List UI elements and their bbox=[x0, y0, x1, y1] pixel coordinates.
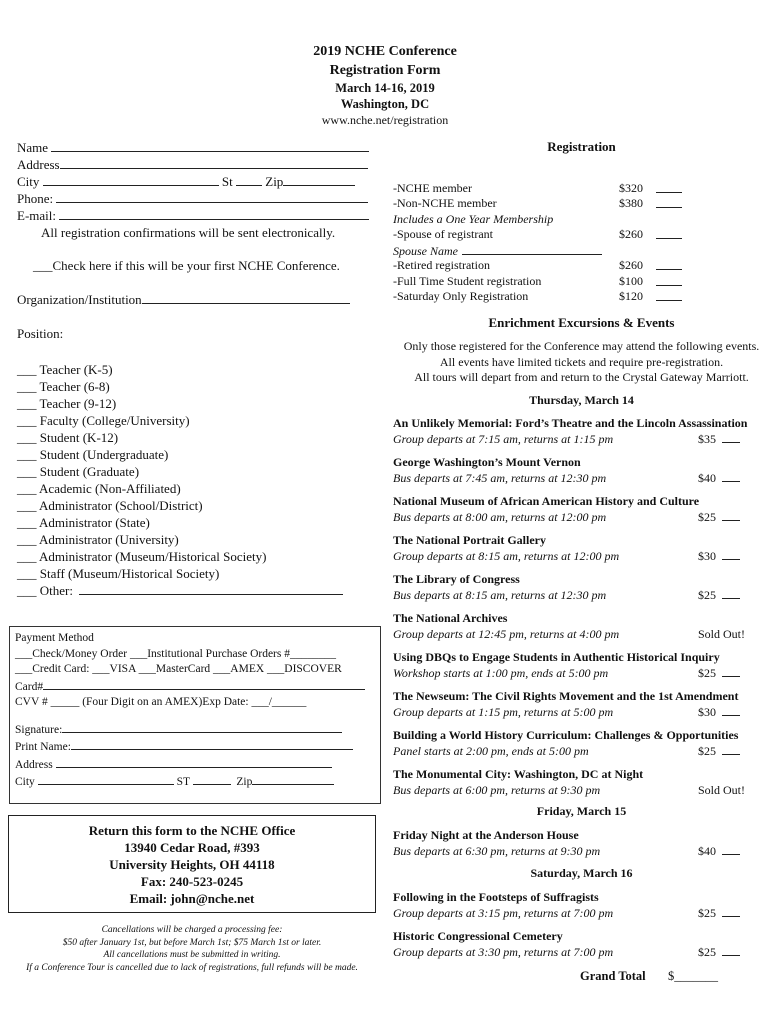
event-price: $35 bbox=[698, 432, 716, 446]
card-label: Card# bbox=[15, 680, 44, 693]
registration-option[interactable] bbox=[393, 274, 753, 290]
event-item bbox=[393, 766, 750, 798]
position-option[interactable]: ___ Faculty (College/University) bbox=[17, 413, 190, 428]
payment-title: Payment Method bbox=[15, 632, 94, 644]
first-conference-check[interactable]: ___Check here if this will be your first NCHE Conference. bbox=[33, 258, 340, 273]
city-state-zip-field[interactable] bbox=[17, 173, 377, 190]
event-price: $25 bbox=[698, 945, 716, 959]
registration-price: $100 bbox=[619, 274, 643, 288]
spouse-name-blank[interactable] bbox=[462, 243, 602, 255]
event-title: The Monumental City: Washington, DC at Night bbox=[393, 767, 644, 781]
event-schedule: Group departs at 3:30 pm, returns at 7:00 pm bbox=[393, 945, 614, 959]
event-item bbox=[393, 454, 750, 486]
conference-dates: March 14-16, 2019 bbox=[335, 81, 435, 95]
event-price: $25 bbox=[698, 666, 716, 680]
event-item bbox=[393, 727, 750, 759]
event-price-area[interactable] bbox=[698, 665, 740, 681]
payment-city-label: City bbox=[15, 776, 35, 788]
event-price-area[interactable] bbox=[698, 944, 740, 960]
return-fax: Fax: 240-523-0245 bbox=[140, 874, 244, 889]
name-field[interactable] bbox=[17, 139, 377, 156]
event-item bbox=[393, 571, 750, 603]
confirmation-note: All registration confirmations will be sent electronically. bbox=[41, 225, 336, 240]
registration-option-label: Spouse Name bbox=[393, 244, 458, 258]
event-title: George Washington’s Mount Vernon bbox=[393, 455, 581, 469]
payment-address-field[interactable] bbox=[15, 756, 377, 774]
return-email[interactable]: Email: john@nche.net bbox=[129, 891, 255, 906]
contact-fields bbox=[17, 139, 377, 342]
organization-field[interactable] bbox=[17, 291, 377, 308]
event-schedule: Group departs at 7:15 am, returns at 1:15 pm bbox=[393, 432, 614, 446]
zip-label: Zip bbox=[265, 174, 284, 189]
event-qty-blank[interactable] bbox=[722, 549, 740, 560]
event-price-area[interactable] bbox=[698, 704, 740, 720]
position-option[interactable]: ___ Teacher (K-5) bbox=[17, 362, 113, 377]
event-item bbox=[393, 928, 750, 960]
signature-label: Signature: bbox=[15, 723, 63, 736]
event-price: Sold Out! bbox=[698, 627, 746, 641]
event-price-area[interactable] bbox=[698, 843, 740, 859]
event-price-area[interactable] bbox=[698, 743, 740, 759]
position-option[interactable]: ___ Student (Undergraduate) bbox=[17, 447, 169, 462]
payment-zip-label: Zip bbox=[236, 776, 253, 788]
print-name-label: Print Name: bbox=[15, 741, 71, 753]
event-price: $25 bbox=[698, 510, 716, 524]
event-price: $25 bbox=[698, 906, 716, 920]
position-option[interactable]: ___ Staff (Museum/Historical Society) bbox=[17, 566, 220, 581]
return-line-3: University Heights, OH 44118 bbox=[109, 857, 275, 872]
position-option[interactable]: ___ Administrator (School/District) bbox=[17, 498, 203, 513]
city-label: City bbox=[17, 174, 40, 189]
event-title: The Newseum: The Civil Rights Movement and the 1st Amendment bbox=[393, 689, 739, 703]
registration-option-label: -Full Time Student registration bbox=[393, 274, 542, 288]
registration-qty-blank[interactable] bbox=[656, 258, 682, 270]
event-price-area[interactable] bbox=[698, 470, 740, 486]
event-title: Building a World History Curriculum: Challenges & Opportunities bbox=[393, 728, 739, 742]
event-item bbox=[393, 688, 750, 720]
event-title: Using DBQs to Engage Students in Authentic Historical Inquiry bbox=[393, 650, 720, 664]
registration-price: $380 bbox=[619, 196, 643, 210]
name-label: Name bbox=[17, 140, 49, 155]
registration-qty-blank[interactable] bbox=[656, 196, 682, 208]
event-schedule: Panel starts at 2:00 pm, ends at 5:00 pm bbox=[393, 744, 589, 758]
grand-total-label: Grand Total bbox=[580, 969, 646, 983]
event-item bbox=[393, 493, 750, 525]
day-friday: Friday, March 15 bbox=[536, 804, 627, 818]
organization-label: Organization/Institution bbox=[17, 292, 142, 307]
registration-price: $320 bbox=[619, 181, 643, 195]
email-label: E-mail: bbox=[17, 208, 56, 223]
cancel-line: Cancellations will be charged a processing fee: bbox=[101, 925, 283, 935]
event-price-area bbox=[698, 782, 745, 798]
position-option[interactable]: ___ Administrator (Museum/Historical Society) bbox=[17, 549, 267, 564]
position-option[interactable]: ___ Student (K-12) bbox=[17, 430, 119, 445]
event-schedule: Bus departs at 8:15 am, returns at 12:30 pm bbox=[393, 588, 607, 602]
event-qty-blank[interactable] bbox=[722, 844, 740, 855]
registration-option-label: Includes a One Year Membership bbox=[393, 212, 554, 226]
registration-option[interactable] bbox=[393, 181, 753, 197]
event-title: Friday Night at the Anderson House bbox=[393, 828, 579, 842]
registration-price: $260 bbox=[619, 227, 643, 241]
position-label: Position: bbox=[17, 326, 64, 341]
event-title: The National Archives bbox=[393, 611, 508, 625]
event-schedule: Bus departs at 6:30 pm, returns at 9:30 pm bbox=[393, 844, 601, 858]
event-item bbox=[393, 889, 750, 921]
event-price: Sold Out! bbox=[698, 783, 746, 797]
registration-option[interactable] bbox=[393, 258, 753, 274]
payment-city-field[interactable] bbox=[15, 773, 377, 791]
event-qty-blank[interactable] bbox=[722, 945, 740, 956]
conference-location: Washington, DC bbox=[340, 97, 430, 111]
event-schedule: Group departs at 3:15 pm, returns at 7:00 pm bbox=[393, 906, 614, 920]
position-option[interactable] bbox=[17, 582, 377, 599]
event-schedule: Bus departs at 6:00 pm, returns at 9:30 pm bbox=[393, 783, 601, 797]
event-qty-blank[interactable] bbox=[722, 588, 740, 599]
event-price-area bbox=[698, 626, 745, 642]
positions-list bbox=[17, 361, 377, 599]
card-number-field[interactable] bbox=[15, 678, 377, 696]
event-title: The National Portrait Gallery bbox=[393, 533, 546, 547]
registration-option-label: -Spouse of registrant bbox=[393, 227, 493, 241]
event-price: $40 bbox=[698, 844, 716, 858]
event-item bbox=[393, 532, 750, 564]
event-qty-blank[interactable] bbox=[722, 510, 740, 521]
address-label: Address bbox=[17, 157, 60, 172]
position-option[interactable]: ___ Academic (Non-Affiliated) bbox=[17, 481, 181, 496]
registration-option[interactable] bbox=[393, 227, 753, 243]
registration-heading: Registration bbox=[547, 139, 616, 154]
event-qty-blank[interactable] bbox=[722, 705, 740, 716]
event-item bbox=[393, 827, 750, 859]
event-qty-blank[interactable] bbox=[722, 744, 740, 755]
event-schedule: Group departs at 12:45 pm, returns at 4:00 pm bbox=[393, 627, 620, 641]
address-field[interactable] bbox=[17, 156, 377, 173]
phone-label: Phone: bbox=[17, 191, 54, 206]
registration-price: $120 bbox=[619, 289, 643, 303]
form-subtitle: Registration Form bbox=[329, 63, 441, 78]
registration-option bbox=[393, 212, 753, 228]
event-price: $30 bbox=[698, 549, 716, 563]
email-field[interactable] bbox=[17, 207, 377, 224]
event-price-area[interactable] bbox=[698, 905, 740, 921]
position-option[interactable]: ___ Administrator (State) bbox=[17, 515, 150, 530]
position-option[interactable]: ___ Teacher (6-8) bbox=[17, 379, 110, 394]
registration-option-label: -Non-NCHE member bbox=[393, 196, 497, 210]
payment-options-1[interactable]: ___Check/Money Order ___Institutional Purchase Orders #________ bbox=[15, 647, 336, 660]
cancel-line: If a Conference Tour is cancelled due to lack of registrations, full refunds will be made. bbox=[26, 963, 358, 974]
event-title: Following in the Footsteps of Suffragists bbox=[393, 890, 599, 904]
payment-options-2[interactable]: ___Credit Card: ___VISA ___MasterCard ___AMEX ___DISCOVER bbox=[15, 663, 342, 675]
day-thursday: Thursday, March 14 bbox=[529, 393, 634, 407]
event-qty-blank[interactable] bbox=[722, 471, 740, 482]
event-price: $25 bbox=[698, 744, 716, 758]
registration-qty-blank[interactable] bbox=[656, 181, 682, 193]
event-qty-blank[interactable] bbox=[722, 666, 740, 677]
payment-st-label: ST bbox=[176, 776, 190, 788]
enrichment-heading: Enrichment Excursions & Events bbox=[488, 315, 675, 330]
event-price-area[interactable] bbox=[698, 587, 740, 603]
registration-url: www.nche.net/registration bbox=[321, 113, 449, 127]
event-title: National Museum of African American History and Culture bbox=[393, 494, 700, 508]
phone-field[interactable] bbox=[17, 190, 377, 207]
event-price-area[interactable] bbox=[698, 509, 740, 525]
event-item bbox=[393, 610, 750, 642]
state-label: St bbox=[221, 174, 233, 189]
cvv-exp-field[interactable]: CVV # _____ (Four Digit on an AMEX)Exp Date: ___/______ bbox=[15, 696, 307, 708]
position-other-label: ___ Other: bbox=[17, 583, 73, 598]
enrichment-intro bbox=[393, 339, 770, 386]
event-qty-blank[interactable] bbox=[722, 432, 740, 443]
event-item bbox=[393, 649, 750, 681]
signature-field[interactable] bbox=[15, 721, 377, 739]
intro-line: All tours will depart from and return to the Crystal Gateway Marriott. bbox=[414, 370, 749, 384]
return-line-1: Return this form to the NCHE Office bbox=[88, 823, 296, 838]
event-schedule: Bus departs at 7:45 am, returns at 12:30 pm bbox=[393, 471, 607, 485]
event-schedule: Workshop starts at 1:00 pm, ends at 5:00 pm bbox=[393, 666, 609, 680]
day-saturday: Saturday, March 16 bbox=[530, 866, 633, 880]
intro-line: All events have limited tickets and require pre-registration. bbox=[439, 354, 724, 369]
registration-qty-blank[interactable] bbox=[656, 274, 682, 286]
registration-option-label: -NCHE member bbox=[393, 181, 472, 195]
cancel-line: $50 after January 1st, but before March 1st; $75 March 1st or later. bbox=[62, 937, 322, 948]
registration-option[interactable] bbox=[393, 289, 753, 305]
payment-box bbox=[9, 626, 381, 804]
event-title: An Unlikely Memorial: Ford’s Theatre and the Lincoln Assassination bbox=[393, 416, 748, 430]
position-option[interactable]: ___ Teacher (9-12) bbox=[17, 396, 117, 411]
event-item bbox=[393, 415, 750, 447]
registration-qty-blank[interactable] bbox=[656, 227, 682, 239]
event-schedule: Group departs at 8:15 am, returns at 12:00 pm bbox=[393, 549, 620, 563]
payment-address-label: Address bbox=[15, 758, 53, 771]
event-schedule: Bus departs at 8:00 am, returns at 12:00 pm bbox=[393, 510, 607, 524]
event-price: $30 bbox=[698, 705, 716, 719]
event-price: $25 bbox=[698, 588, 716, 602]
grand-total-field[interactable]: $_______ bbox=[668, 969, 718, 983]
position-other-blank[interactable] bbox=[79, 583, 343, 595]
return-address-box bbox=[8, 815, 376, 913]
event-price: $40 bbox=[698, 471, 716, 485]
registration-option[interactable] bbox=[393, 196, 753, 212]
print-name-field[interactable] bbox=[15, 738, 377, 756]
registration-option-label: -Retired registration bbox=[393, 258, 490, 272]
event-price-area[interactable] bbox=[698, 431, 740, 447]
form-title: 2019 NCHE Conference bbox=[313, 44, 457, 59]
cancellation-policy bbox=[4, 924, 380, 975]
registration-option-label: -Saturday Only Registration bbox=[393, 289, 529, 303]
registration-qty-blank[interactable] bbox=[656, 289, 682, 301]
registration-price: $260 bbox=[619, 258, 643, 272]
event-qty-blank[interactable] bbox=[722, 906, 740, 917]
event-title: Historic Congressional Cemetery bbox=[393, 929, 563, 943]
event-title: The Library of Congress bbox=[393, 572, 520, 586]
position-option[interactable]: ___ Student (Graduate) bbox=[17, 464, 140, 479]
return-line-2: 13940 Cedar Road, #393 bbox=[124, 840, 260, 855]
event-schedule: Group departs at 1:15 pm, returns at 5:00 pm bbox=[393, 705, 614, 719]
cancel-line: All cancellations must be submitted in writing. bbox=[103, 950, 281, 961]
position-option[interactable]: ___ Administrator (University) bbox=[17, 532, 179, 547]
event-price-area[interactable] bbox=[698, 548, 740, 564]
intro-line: Only those registered for the Conference may attend the following events. bbox=[403, 339, 760, 353]
